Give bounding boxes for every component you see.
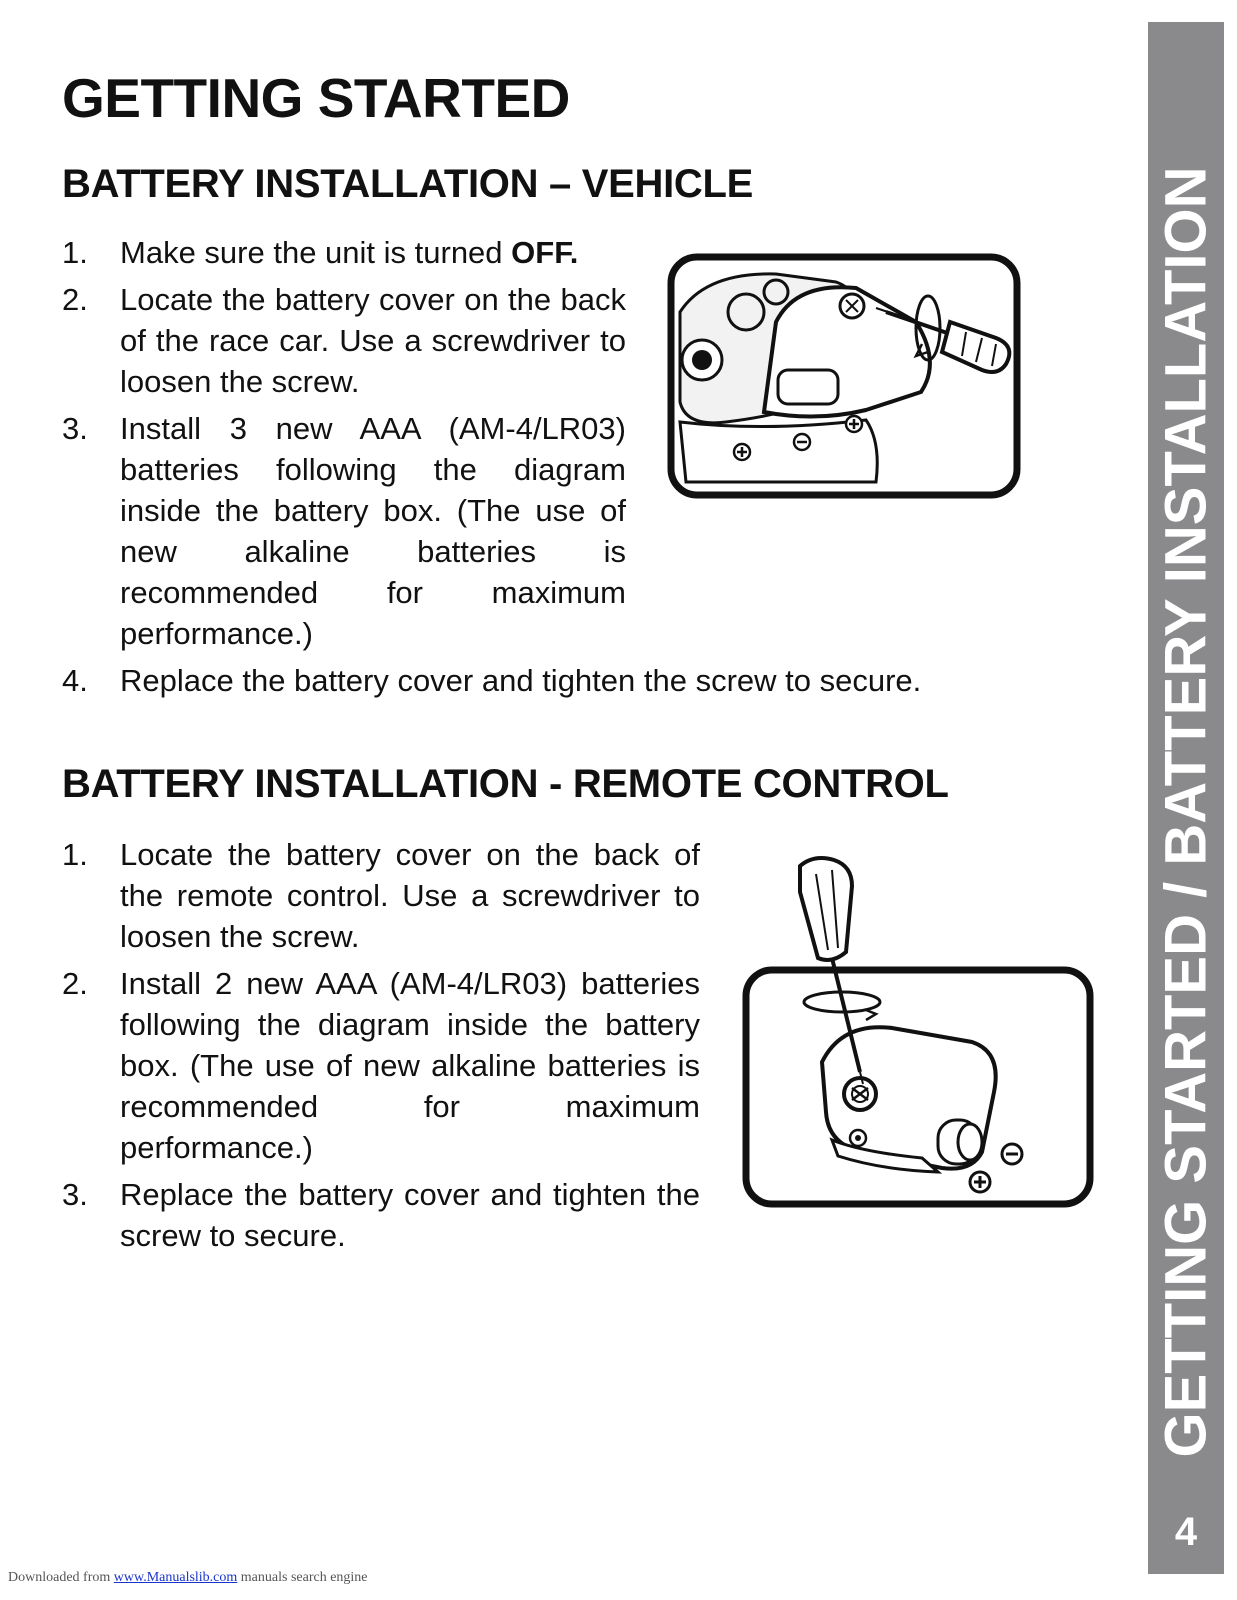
step-text: Locate the battery cover on the back of the race car. Use a screwdriver to loosen the screw.	[120, 282, 626, 399]
step-number: 3.	[62, 1177, 88, 1212]
step-text: Install 2 new AAA (AM-4/LR03) batteries following the diagram inside the battery box. (The use of new alkaline batteries is recommended for maximum performance.)	[120, 966, 700, 1165]
step-number: 3.	[62, 411, 88, 446]
footer-link[interactable]: www.Manualslib.com	[113, 1570, 238, 1585]
remote-heading: BATTERY INSTALLATION - REMOTE CONTROL	[62, 762, 949, 806]
step-text: Install 3 new AAA (AM-4/LR03) batteries following the diagram inside the battery box. (The use of new alkaline batteries is recommended for maximum performance.)	[120, 411, 626, 651]
remote-steps	[62, 834, 700, 1262]
remote-step-3	[62, 1174, 700, 1256]
vehicle-battery-illustration	[666, 252, 1022, 500]
side-tab-label: GETTING STARTED / BATTERY INSTALLATION	[1153, 166, 1219, 1458]
step-text-plain: Make sure the unit is turned	[120, 235, 512, 270]
vehicle-heading: BATTERY INSTALLATION – VEHICLE	[62, 162, 754, 206]
step-number: 1.	[62, 837, 88, 872]
remote-battery-illustration	[742, 852, 1094, 1208]
footer-suffix: manuals search engine	[237, 1570, 368, 1585]
page-number: 4	[1174, 1510, 1198, 1554]
step-text: Locate the battery cover on the back of the remote control. Use a screwdriver to loosen the screw.	[120, 837, 700, 954]
footer	[8, 1570, 368, 1586]
step-text	[120, 232, 626, 273]
step-text: Replace the battery cover and tighten the screw to secure.	[120, 1177, 700, 1253]
step-number: 2.	[62, 966, 88, 1001]
step-number: 1.	[62, 235, 88, 270]
vehicle-step-2	[62, 279, 626, 402]
vehicle-step-4	[62, 660, 1110, 701]
remote-step-2	[62, 963, 700, 1168]
page-title: GETTING STARTED	[62, 67, 570, 129]
side-tab	[1148, 22, 1224, 1574]
vehicle-step-3	[62, 408, 626, 654]
step-number: 2.	[62, 282, 88, 317]
remote-step-1	[62, 834, 700, 957]
step-text-bold: OFF.	[511, 235, 579, 270]
vehicle-step-1	[62, 232, 626, 273]
step-text: Replace the battery cover and tighten the screw to secure.	[120, 663, 922, 698]
footer-prefix: Downloaded from	[8, 1570, 114, 1585]
step-number: 4.	[62, 663, 88, 698]
vehicle-steps	[62, 232, 922, 707]
